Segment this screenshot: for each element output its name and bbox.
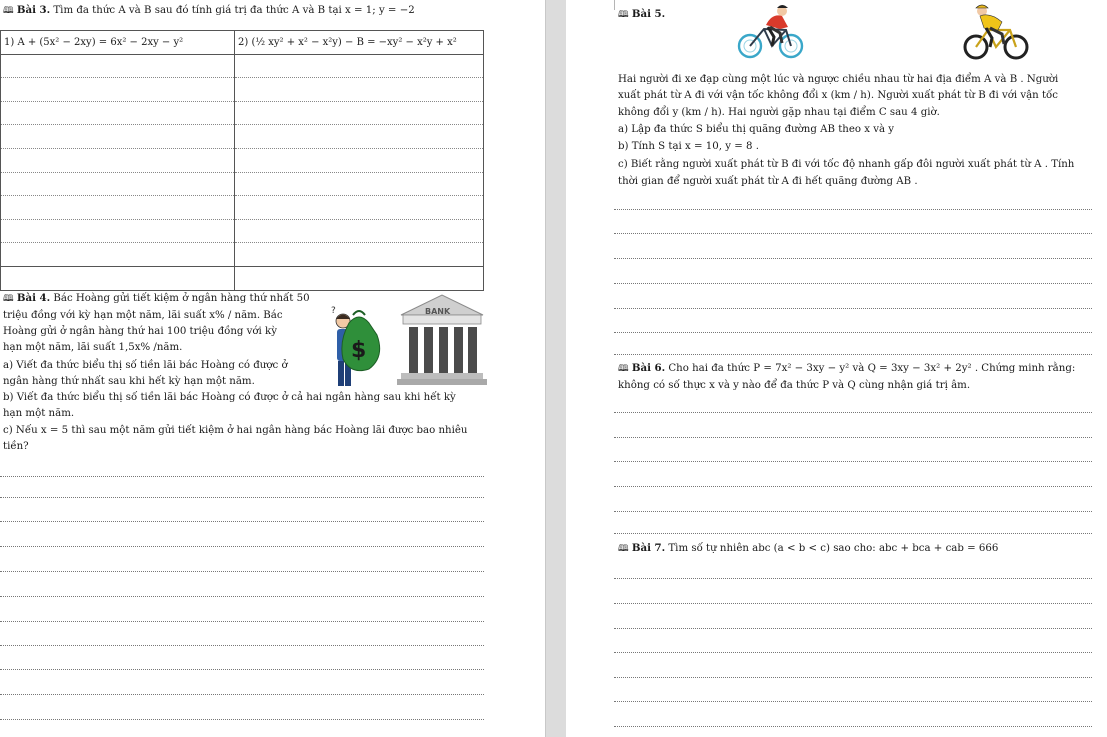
answer-line[interactable]	[614, 258, 1092, 259]
bai4-line1: 🕮 Bài 4. Bác Hoàng gửi tiết kiệm ở ngân hàng thứ nhất 50	[3, 292, 310, 304]
answer-line[interactable]	[614, 412, 1092, 413]
bai5-line7: thời gian để người xuất phát từ A đi hết quãng đường AB .	[618, 176, 918, 187]
page-gutter	[545, 0, 568, 737]
answer-cell[interactable]	[235, 101, 484, 125]
answer-cell[interactable]	[235, 148, 484, 172]
answer-cell[interactable]	[235, 125, 484, 149]
bai5-heading	[618, 8, 665, 22]
bai5-line3: không đổi y (km / h). Hai người gặp nhau tại điểm C sau 4 giờ.	[618, 107, 940, 118]
answer-line[interactable]	[0, 719, 484, 720]
bai4-line9: c) Nếu x = 5 thì sau một năm gửi tiết kiệm ở hai ngân hàng bác Hoàng lãi được bao nhiêu	[3, 425, 468, 436]
answer-line[interactable]	[0, 476, 484, 477]
answer-cell[interactable]	[235, 266, 484, 290]
bai5-line6: c) Biết rằng người xuất phát từ B đi với tốc độ nhanh gấp đôi người xuất phát từ A . Tính	[618, 159, 1075, 170]
bai7-label: Bài 7.	[631, 542, 666, 554]
answer-line[interactable]	[0, 669, 484, 670]
answer-line[interactable]	[0, 546, 484, 547]
answer-line[interactable]	[614, 461, 1092, 462]
cyclist-red-icon	[736, 3, 804, 59]
page-gap	[487, 0, 547, 737]
answer-line[interactable]	[614, 332, 1092, 333]
answer-cell[interactable]	[1, 196, 235, 220]
answer-line[interactable]	[614, 283, 1092, 284]
right-page	[566, 0, 1107, 737]
answer-cell[interactable]	[1, 266, 235, 290]
bai6-line2: không có số thực x và y nào để đa thức P và Q cùng nhận giá trị âm.	[618, 380, 971, 391]
bai4-label: Bài 4.	[16, 292, 51, 304]
answer-line[interactable]	[614, 628, 1092, 629]
left-page	[0, 0, 487, 737]
answer-cell[interactable]	[1, 172, 235, 196]
bai6-label: Bài 6.	[631, 362, 666, 374]
bai4-line4: hạn một năm, lãi suất 1,5x% /năm.	[3, 342, 183, 353]
answer-line[interactable]	[614, 701, 1092, 702]
bai5-line4: a) Lập đa thức S biểu thị quãng đường AB theo x và y	[618, 124, 895, 135]
book-icon: 🕮	[618, 10, 629, 20]
bai5-label: Bài 5.	[631, 8, 666, 20]
cyclist-yellow-icon	[962, 2, 1030, 60]
answer-cell[interactable]	[235, 243, 484, 267]
answer-line[interactable]	[0, 497, 484, 498]
answer-line[interactable]	[614, 578, 1092, 579]
answer-line[interactable]	[0, 596, 484, 597]
bai5-line1: Hai người đi xe đạp cùng một lúc và ngược chiều nhau từ hai địa điểm A và B . Người	[618, 74, 1059, 85]
answer-cell[interactable]	[235, 196, 484, 220]
answer-cell[interactable]	[1, 78, 235, 102]
bai4-line7: b) Viết đa thức biểu thị số tiền lãi bác Hoàng có được ở cả hai ngân hàng sau khi hết kỳ	[3, 392, 456, 403]
bank-sign: BANK	[425, 307, 451, 316]
answer-line[interactable]	[0, 521, 484, 522]
answer-cell[interactable]	[235, 78, 484, 102]
answer-line[interactable]	[614, 603, 1092, 604]
bai7-line: 🕮 Bài 7. Tìm số tự nhiên abc (a < b < c) sao cho: abc + bca + cab = 666	[618, 542, 999, 554]
bai3-part2: 2) (½ xy² + x² − x²y) − B = −xy² − x²y + x²	[235, 31, 484, 55]
answer-line[interactable]	[614, 209, 1092, 210]
bai5-line5: b) Tính S tại x = 10, y = 8 .	[618, 141, 759, 152]
bai6-line1: 🕮 Bài 6. Cho hai đa thức P = 7x² − 3xy − y² và Q = 3xy − 3x² + 2y² . Chứng minh rằng:	[618, 362, 1076, 374]
book-icon: 🕮	[618, 364, 629, 374]
answer-line[interactable]	[0, 645, 484, 646]
svg-text:$: $	[351, 338, 367, 363]
answer-cell[interactable]	[1, 54, 235, 78]
bai3-answer-table	[0, 30, 484, 291]
answer-line[interactable]	[0, 571, 484, 572]
bai4-line2: triệu đồng với kỳ hạn một năm, lãi suất x% / năm. Bác	[3, 310, 283, 321]
answer-line[interactable]	[614, 486, 1092, 487]
answer-cell[interactable]	[1, 125, 235, 149]
bai4-line10: tiền?	[3, 441, 29, 452]
answer-line[interactable]	[614, 511, 1092, 512]
answer-line[interactable]	[614, 533, 1092, 534]
answer-line[interactable]	[614, 308, 1092, 309]
answer-line[interactable]	[614, 233, 1092, 234]
bai4-line3: Hoàng gửi ở ngân hàng thứ hai 100 triệu đồng với kỳ	[3, 326, 277, 337]
answer-line[interactable]	[0, 621, 484, 622]
bai4-line6: ngân hàng thứ nhất sau khi hết kỳ hạn một năm.	[3, 376, 255, 387]
answer-line[interactable]	[614, 354, 1092, 355]
bai3-heading	[3, 4, 415, 18]
answer-cell[interactable]	[235, 54, 484, 78]
bai3-part1: 1) A + (5x² − 2xy) = 6x² − 2xy − y²	[1, 31, 235, 55]
answer-line[interactable]	[614, 652, 1092, 653]
bank-man-money-icon	[329, 293, 487, 386]
answer-cell[interactable]	[1, 101, 235, 125]
answer-line[interactable]	[0, 694, 484, 695]
bai4-line5: a) Viết đa thức biểu thị số tiền lãi bác Hoàng có được ở	[3, 360, 288, 371]
svg-text:?: ?	[331, 306, 336, 316]
book-icon: 🕮	[3, 6, 14, 16]
bai3-text: Tìm đa thức A và B sau đó tính giá trị đa thức A và B tại x = 1; y = −2	[53, 5, 415, 16]
answer-cell[interactable]	[235, 172, 484, 196]
book-icon: 🕮	[618, 544, 629, 554]
answer-line[interactable]	[614, 726, 1092, 727]
answer-cell[interactable]	[1, 148, 235, 172]
bai3-label: Bài 3.	[16, 4, 51, 16]
answer-cell[interactable]	[1, 219, 235, 243]
answer-cell[interactable]	[235, 219, 484, 243]
answer-cell[interactable]	[1, 243, 235, 267]
bank-illustration	[329, 293, 487, 386]
answer-line[interactable]	[614, 437, 1092, 438]
bai5-line2: xuất phát từ A đi với vận tốc không đổi x (km / h). Người xuất phát từ B đi với vận tốc	[618, 90, 1058, 101]
book-icon: 🕮	[3, 294, 14, 304]
crop-mark	[596, 0, 615, 10]
bai4-line8: hạn một năm.	[3, 408, 75, 419]
answer-line[interactable]	[614, 677, 1092, 678]
